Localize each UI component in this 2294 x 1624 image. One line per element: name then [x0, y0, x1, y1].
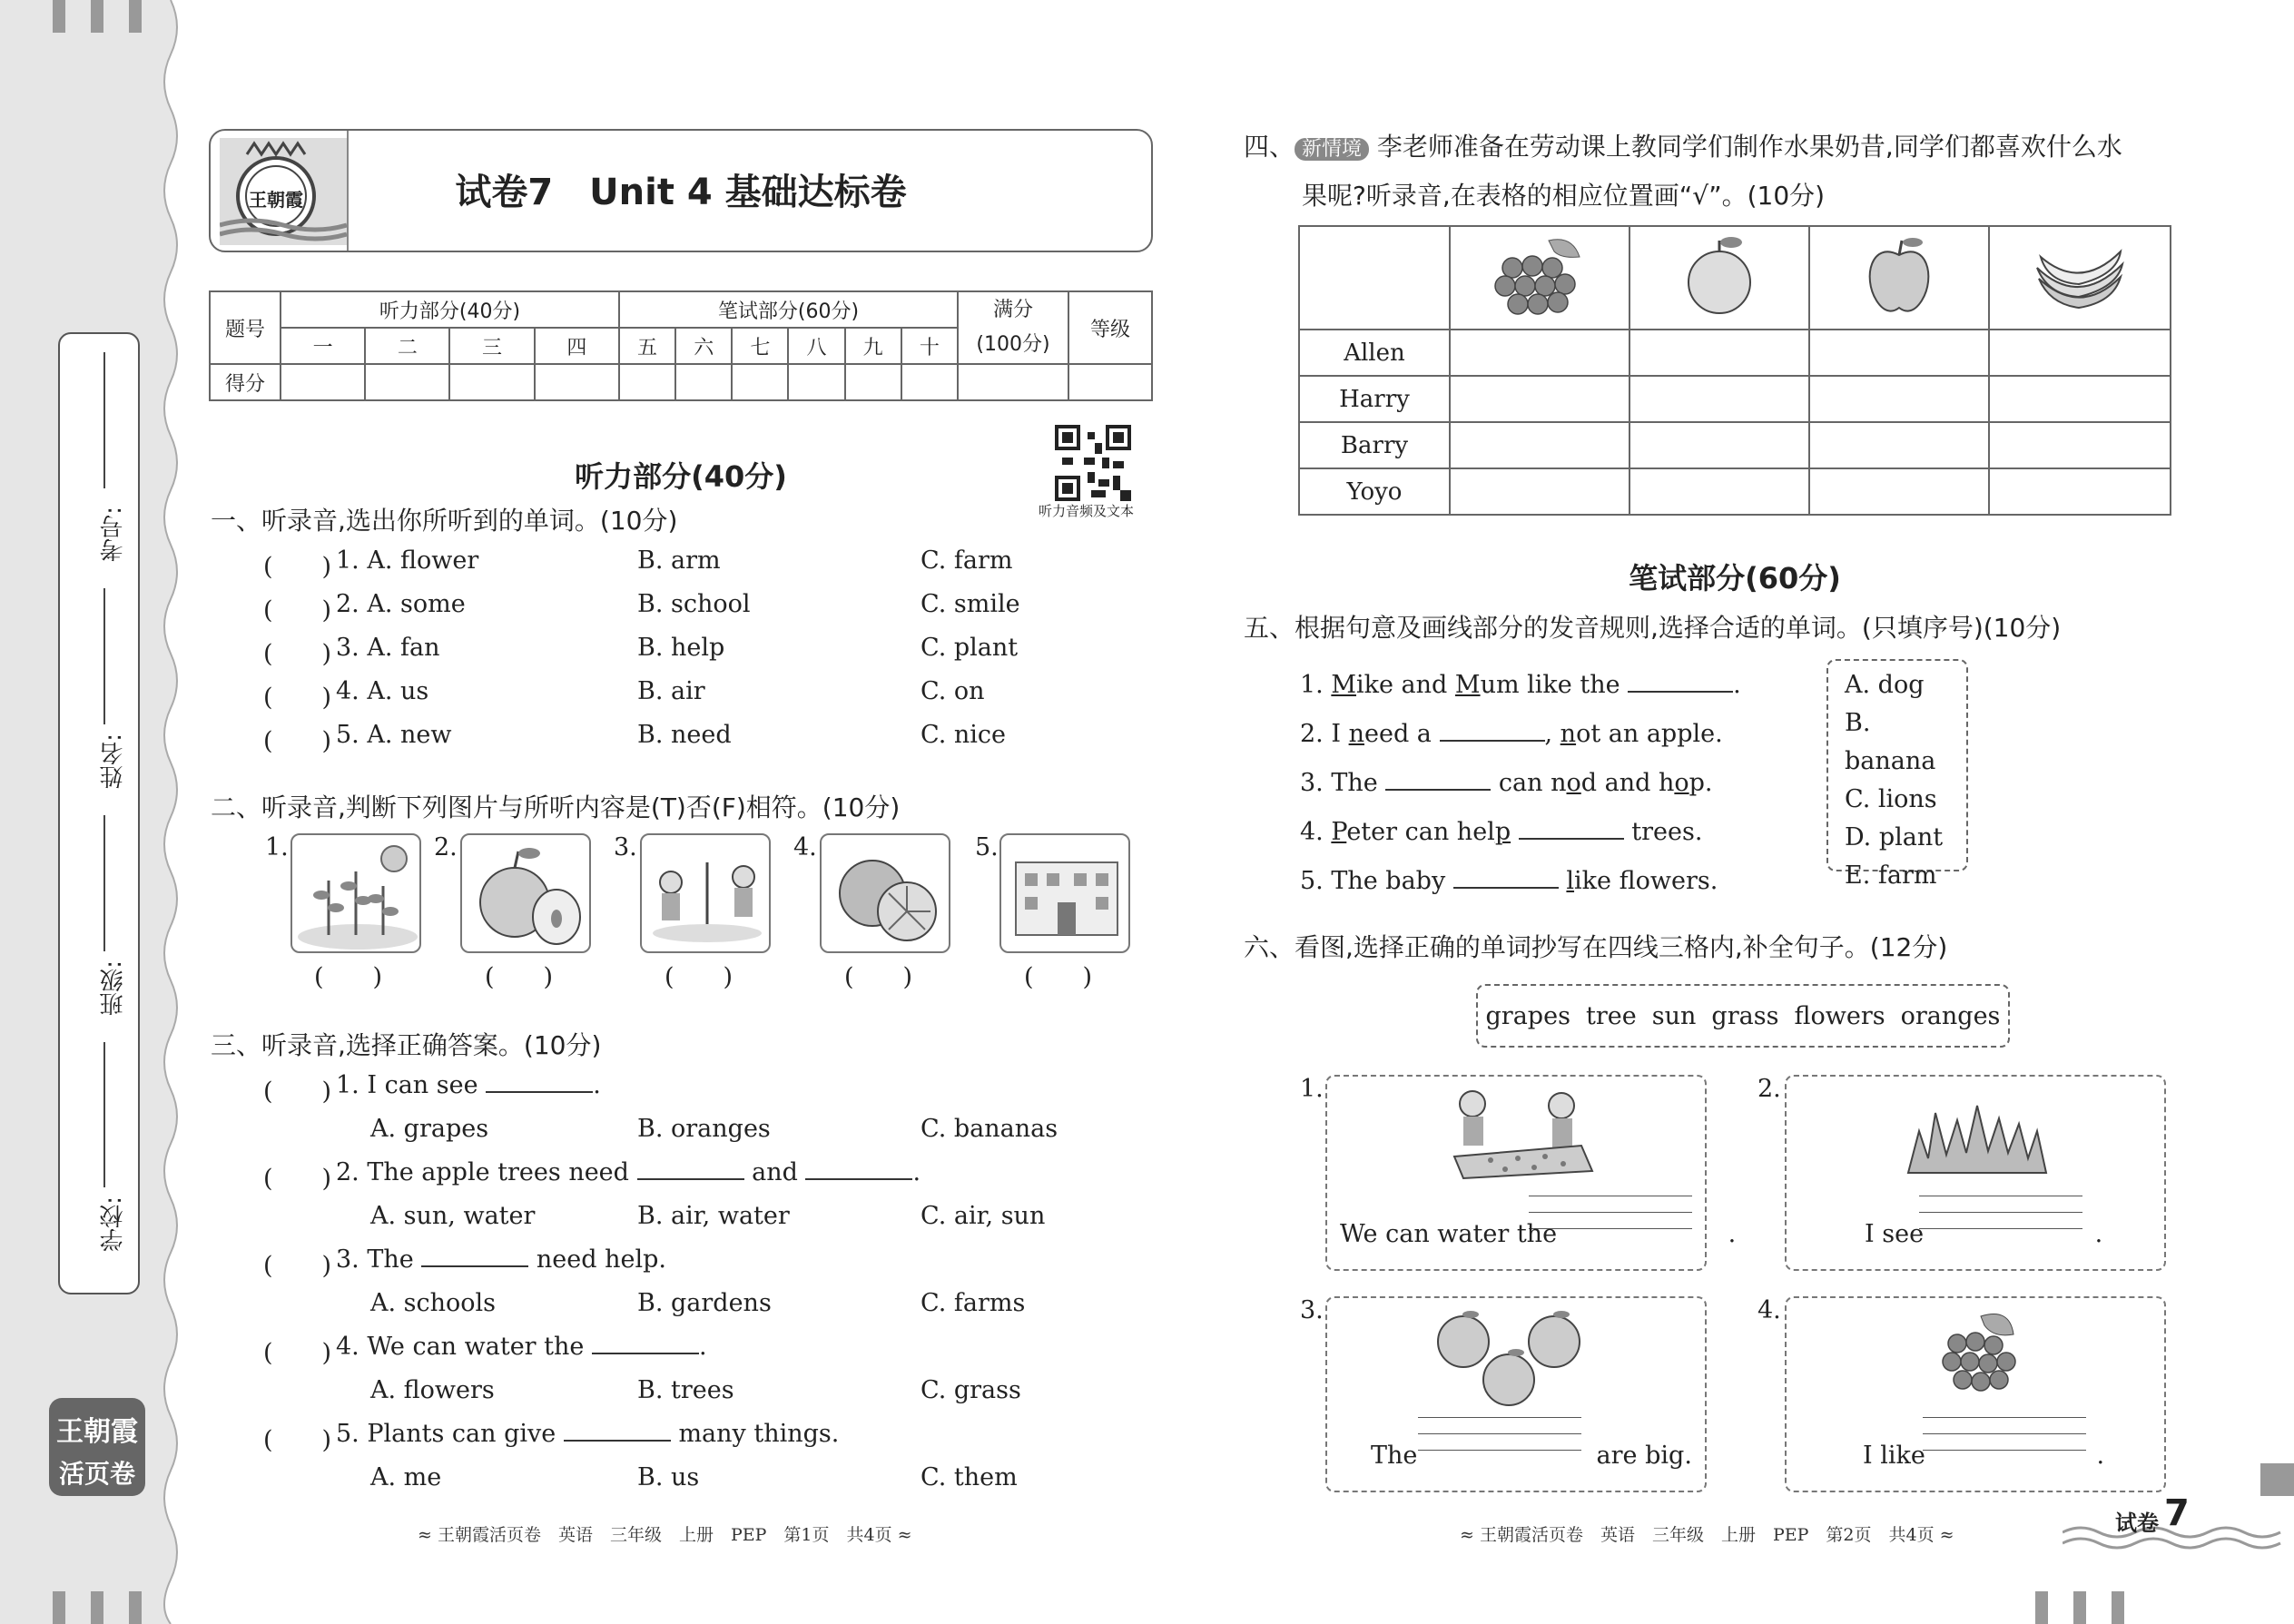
s5-q1: 1. Mike and Mum like the . [1300, 671, 1741, 699]
s3-q1-b: B. oranges [637, 1115, 771, 1143]
score-cell[interactable] [449, 364, 534, 400]
s1-q2-a: 2. A. some [336, 590, 466, 618]
s2-num-5: 5. [975, 833, 999, 861]
s5-q2-blank[interactable] [1440, 720, 1545, 742]
s6-picture-box-4 [1785, 1296, 2166, 1492]
s3-q5-text: 5. Plants can give [336, 1420, 564, 1448]
section1-list [263, 546, 1098, 764]
s3-q3-end: need help. [528, 1245, 666, 1274]
score-col: 八 [788, 328, 844, 364]
section4-text-1: 李老师准备在劳动课上教同学们制作水果奶昔,同学们都喜欢什么水 [1369, 132, 2122, 162]
orange-icon [1679, 231, 1760, 319]
s1-q2-c: C. smile [921, 590, 1020, 618]
class-field[interactable] [103, 815, 105, 951]
binding-mark [2035, 1591, 2048, 1624]
score-col: 一 [281, 328, 365, 364]
page-tag [2063, 1492, 2294, 1552]
s5-options-box [1826, 659, 1968, 890]
score-cell[interactable] [619, 364, 675, 400]
s3-q2-blank-2[interactable] [805, 1158, 912, 1180]
fruit-col-orange [1629, 226, 1809, 330]
exam-number-field[interactable] [103, 352, 105, 488]
s5-option: D. plant [1845, 823, 1944, 851]
fruit-row-name: Barry [1299, 422, 1450, 468]
binding-mark [2112, 1591, 2124, 1624]
s3-q1-c: C. bananas [921, 1115, 1058, 1143]
word-bank-item: tree [1585, 1001, 1637, 1030]
score-cell[interactable] [732, 364, 788, 400]
s3-q4-a: A. flowers [370, 1376, 495, 1404]
footer-left: ≈ 王朝霞活页卷 英语 三年级 上册 PEP 第1页 共4页 ≈ [418, 1525, 912, 1545]
qr-caption: 听力音频及文本 [1039, 503, 1135, 519]
s1-q5-a: 5. A. new [336, 721, 452, 749]
s5-q4: 4. Peter can help trees. [1300, 818, 1703, 846]
s6-text-3: The [1371, 1442, 1425, 1470]
s1-q4-b: B. air [637, 677, 705, 705]
s6-picture-box-2 [1785, 1075, 2166, 1271]
s6-sentence-3 [1371, 1442, 1692, 1470]
answer-paren[interactable]: ( ) [263, 596, 332, 625]
section3-title: 三、听录音,选择正确答案。(10分) [211, 1030, 602, 1060]
binding-mark [2073, 1591, 2086, 1624]
s3-q1-end: . [593, 1071, 601, 1099]
s3-q5-stem [336, 1420, 839, 1448]
score-col: 十 [901, 328, 958, 364]
s1-q1-c: C. farm [921, 546, 1013, 575]
fruit-check-cell[interactable] [1809, 330, 1989, 376]
s6-num-1: 1. [1300, 1075, 1324, 1103]
s3-q1-a: A. grapes [370, 1115, 489, 1143]
fruit-corner [1299, 226, 1450, 330]
s3-q1-stem [336, 1071, 601, 1099]
student-info-panel [58, 332, 140, 1294]
answer-paren[interactable]: ( ) [263, 1165, 332, 1193]
word-bank-item: grass [1711, 1001, 1779, 1030]
s1-q5-c: C. nice [921, 721, 1006, 749]
s6-num-4: 4. [1757, 1296, 1781, 1324]
s5-q3-blank[interactable] [1385, 769, 1491, 791]
s5-q1-blank[interactable] [1628, 671, 1733, 693]
s3-q5-end: many things. [670, 1420, 840, 1448]
word-bank [1476, 984, 2010, 1048]
s3-q1-blank[interactable] [486, 1071, 593, 1093]
s3-q4-stem [336, 1333, 707, 1361]
new-context-badge: 新情境 [1295, 138, 1369, 161]
binding-mark [129, 1591, 142, 1624]
fruit-check-cell[interactable] [1450, 468, 1629, 515]
s2-picture-5 [999, 833, 1130, 953]
s3-q4-c: C. grass [921, 1376, 1021, 1404]
s2-picture-1 [290, 833, 421, 953]
s5-option: B. banana [1845, 709, 1936, 775]
fruit-check-cell[interactable] [1989, 468, 2171, 515]
answer-paren[interactable]: ( ) [263, 1252, 332, 1280]
s6-picture-box-3 [1325, 1296, 1707, 1492]
section6-title: 六、看图,选择正确的单词抄写在四线三格内,补全句子。(12分) [1244, 932, 1948, 962]
s3-q2-c: C. air, sun [921, 1202, 1046, 1230]
s6-end-2: . [2094, 1220, 2103, 1248]
fruit-check-cell[interactable] [1629, 376, 1809, 422]
score-cell[interactable] [365, 364, 449, 400]
grapes-icon [1930, 1307, 2030, 1407]
s2-picture-3 [640, 833, 771, 953]
s1-q3-b: B. help [637, 634, 725, 662]
brand-line-2: 活页卷 [58, 1459, 135, 1489]
page-tag-number: 7 [2164, 1492, 2190, 1534]
binding-mark [91, 0, 103, 33]
score-col: 九 [845, 328, 901, 364]
s6-sentence-4 [1863, 1442, 2104, 1470]
children-watering-grass-icon [1436, 1084, 1600, 1184]
score-cell[interactable] [675, 364, 732, 400]
fruit-check-cell[interactable] [1809, 422, 1989, 468]
fruit-check-cell[interactable] [1450, 422, 1629, 468]
s3-q3-b: B. gardens [637, 1289, 772, 1317]
fruit-col-banana [1989, 226, 2171, 330]
s3-q5-c: C. them [921, 1463, 1018, 1491]
answer-paren[interactable]: ( ) [263, 1339, 332, 1367]
score-cell[interactable] [1068, 364, 1152, 400]
s1-q5-b: B. need [637, 721, 732, 749]
s3-q2-stem [336, 1158, 921, 1186]
s3-q5-b: B. us [637, 1463, 700, 1491]
s6-sentence-2 [1865, 1220, 2102, 1248]
score-cell[interactable] [788, 364, 844, 400]
s2-num-4: 4. [793, 833, 817, 861]
s1-q1-a: 1. A. flower [336, 546, 479, 575]
s3-q3-text: 3. The [336, 1245, 422, 1274]
fruit-check-cell[interactable] [1989, 330, 2171, 376]
s3-q4-b: B. trees [637, 1376, 734, 1404]
s1-q2-b: B. school [637, 590, 751, 618]
s2-num-1: 1. [265, 833, 289, 861]
answer-paren[interactable]: ( ) [263, 1078, 332, 1106]
fruit-check-cell[interactable] [1809, 376, 1989, 422]
children-gardening-icon [642, 835, 771, 953]
section3-list [263, 1071, 1098, 1507]
answer-paren[interactable]: ( ) [263, 727, 332, 755]
s5-q5: 5. The baby like fowers. [1300, 867, 1718, 895]
s6-num-2: 2. [1757, 1075, 1781, 1103]
section4-text-2: 果呢?听录音,在表格的相应位置画“√”。(10分) [1302, 181, 1826, 211]
brand-logo [49, 1398, 145, 1496]
s3-q3-blank[interactable] [421, 1245, 528, 1267]
fruit-check-cell[interactable] [1629, 330, 1809, 376]
s3-q3-c: C. farms [921, 1289, 1026, 1317]
s5-q5-blank[interactable] [1453, 867, 1559, 889]
answer-paren[interactable]: ( ) [263, 640, 332, 668]
score-col: 三 [449, 328, 534, 364]
section1-title: 一、听录音,选出你所听到的单词。(10分) [211, 506, 678, 536]
exam-number-label: 考号: [100, 507, 127, 562]
score-table [209, 290, 1153, 401]
fruit-row-name: Allen [1299, 330, 1450, 376]
binding-mark [53, 0, 65, 33]
score-cell[interactable] [535, 364, 619, 400]
score-col: 七 [732, 328, 788, 364]
school-building-icon [1001, 835, 1130, 953]
answer-paren[interactable]: ( ) [314, 963, 383, 991]
answer-paren[interactable]: ( ) [1024, 963, 1093, 991]
s3-q5-blank[interactable] [564, 1420, 671, 1442]
school-field[interactable] [103, 1042, 105, 1187]
word-bank-item: grapes [1485, 1001, 1570, 1030]
school-label: 学校: [100, 1196, 127, 1252]
score-cell[interactable] [281, 364, 365, 400]
plants-sun-icon [292, 835, 421, 953]
writing-header: 笔试部分(60分) [619, 291, 958, 328]
s3-q3-stem [336, 1245, 666, 1274]
fruit-check-cell[interactable] [1629, 422, 1809, 468]
apple-icon [462, 835, 591, 953]
score-col: 四 [535, 328, 619, 364]
title-box [209, 129, 1153, 252]
score-col: 二 [365, 328, 449, 364]
s5-option: A. dog [1845, 671, 1925, 699]
score-col: 五 [619, 328, 675, 364]
s6-end-4: . [2096, 1442, 2105, 1470]
s3-q2-blank-1[interactable] [637, 1158, 744, 1180]
s3-q2-end: . [912, 1158, 921, 1186]
fruit-col-apple [1809, 226, 1989, 330]
answer-paren[interactable]: ( ) [263, 1426, 332, 1454]
footer-right: ≈ 王朝霞活页卷 英语 三年级 上册 PEP 第2页 共4页 ≈ [1460, 1525, 1954, 1545]
answer-paren[interactable]: ( ) [844, 963, 913, 991]
s1-q4-a: 4. A. us [336, 677, 429, 705]
s5-option: C. lions [1845, 785, 1937, 813]
binding-mark [53, 1591, 65, 1624]
question-number-header: 题号 [210, 291, 281, 364]
brand-line-1: 王朝霞 [56, 1416, 138, 1448]
s2-picture-4 [820, 833, 950, 953]
full-score-header [958, 291, 1068, 364]
s1-q3-c: C. plant [921, 634, 1019, 662]
s3-q1-text: 1. I can see [336, 1071, 487, 1099]
fruit-check-cell[interactable] [1450, 330, 1629, 376]
binding-mark [129, 0, 142, 33]
word-bank-item: oranges [1900, 1001, 2001, 1030]
answer-paren[interactable]: ( ) [665, 963, 733, 991]
section5-title: 五、根据句意及画线部分的发音规则,选择合适的单词。(只填序号)(10分) [1244, 613, 2062, 643]
grapes-icon [1485, 231, 1594, 319]
banana-icon [2030, 231, 2130, 319]
word-bank-item: sun [1651, 1001, 1697, 1030]
s6-text-4: I like [1863, 1442, 1934, 1470]
oranges-icon [1427, 1305, 1590, 1411]
edge-tab [2260, 1463, 2294, 1496]
fruit-row-name: Yoyo [1299, 468, 1450, 515]
score-cell[interactable] [958, 364, 1068, 400]
fruit-check-cell[interactable] [1809, 468, 1989, 515]
s5-option: E. farm [1845, 861, 1937, 890]
section4-line1 [1244, 127, 2122, 163]
full-score-label: 满分 [992, 299, 1033, 321]
page-tag-label: 试卷 [2115, 1511, 2159, 1536]
class-label: 班级: [100, 960, 127, 1016]
s3-q4-blank[interactable] [592, 1333, 699, 1354]
score-cell[interactable] [901, 364, 958, 400]
fruit-col-grapes [1450, 226, 1629, 330]
fruit-check-cell[interactable] [1629, 468, 1809, 515]
s2-num-2: 2. [434, 833, 458, 861]
s3-q2-a: A. sun, water [370, 1202, 536, 1230]
page-title: 试卷7 Unit 4 基础达标卷 [455, 172, 907, 213]
s1-q1-b: B. arm [637, 546, 721, 575]
grass-icon [1905, 1095, 2050, 1176]
score-cell[interactable] [845, 364, 901, 400]
name-field[interactable] [103, 588, 105, 724]
s3-q2-text: 2. The apple trees need [336, 1158, 637, 1186]
s5-q3: 3. The can nod and hop. [1300, 769, 1713, 797]
fruit-check-cell[interactable] [1989, 422, 2171, 468]
s3-q5-a: A. me [370, 1463, 442, 1491]
s3-q4-end: . [698, 1333, 707, 1361]
s5-q4-blank[interactable] [1519, 818, 1624, 840]
s3-q4-text: 4. We can water the [336, 1333, 592, 1361]
s1-q4-c: C. on [921, 677, 985, 705]
score-row-label: 得分 [210, 364, 281, 400]
fruit-check-cell[interactable] [1989, 376, 2171, 422]
name-label: 姓名: [100, 733, 127, 789]
fruit-check-cell[interactable] [1450, 376, 1629, 422]
answer-paren[interactable]: ( ) [485, 963, 554, 991]
writing-title: 笔试部分(60分) [1629, 561, 1841, 595]
seal-text: 王朝霞 [249, 189, 303, 211]
answer-paren[interactable]: ( ) [263, 684, 332, 712]
s1-q3-a: 3. A. fan [336, 634, 440, 662]
s3-q2-and: and [743, 1158, 806, 1186]
s2-picture-2 [460, 833, 591, 953]
section4-num: 四、 [1244, 132, 1295, 162]
listening-header: 听力部分(40分) [281, 291, 619, 328]
full-score-value: (100分) [976, 333, 1050, 356]
section2-title: 二、听录音,判断下列图片与所听内容是(T)否(F)相符。(10分) [211, 792, 901, 822]
s6-sentence-1 [1340, 1220, 1736, 1248]
s3-q3-a: A. schools [370, 1289, 497, 1317]
s2-num-3: 3. [614, 833, 637, 861]
s3-q2-b: B. air, water [637, 1202, 790, 1230]
s6-picture-box-1 [1325, 1075, 1737, 1271]
apple-icon [1858, 231, 1940, 319]
fruit-row-name: Harry [1299, 376, 1450, 422]
fruit-table [1298, 225, 2171, 516]
s6-end-1: . [1728, 1220, 1737, 1248]
wavy-edge [153, 0, 189, 1624]
word-bank-item: flowers [1794, 1001, 1885, 1030]
grade-header: 等级 [1068, 291, 1152, 364]
section5-list [1300, 661, 1808, 897]
s6-text-2: I see [1865, 1220, 1932, 1248]
answer-paren[interactable]: ( ) [263, 553, 332, 581]
orange-icon [822, 835, 950, 953]
score-col: 六 [675, 328, 732, 364]
listening-title: 听力部分(40分) [575, 459, 787, 494]
s6-num-3: 3. [1300, 1296, 1324, 1324]
binding-mark [91, 1591, 103, 1624]
s6-text-1: We can water the [1340, 1220, 1565, 1248]
s6-end-3: are big. [1588, 1442, 1692, 1470]
s5-q2: 2. I need a , not an apple. [1300, 720, 1723, 748]
